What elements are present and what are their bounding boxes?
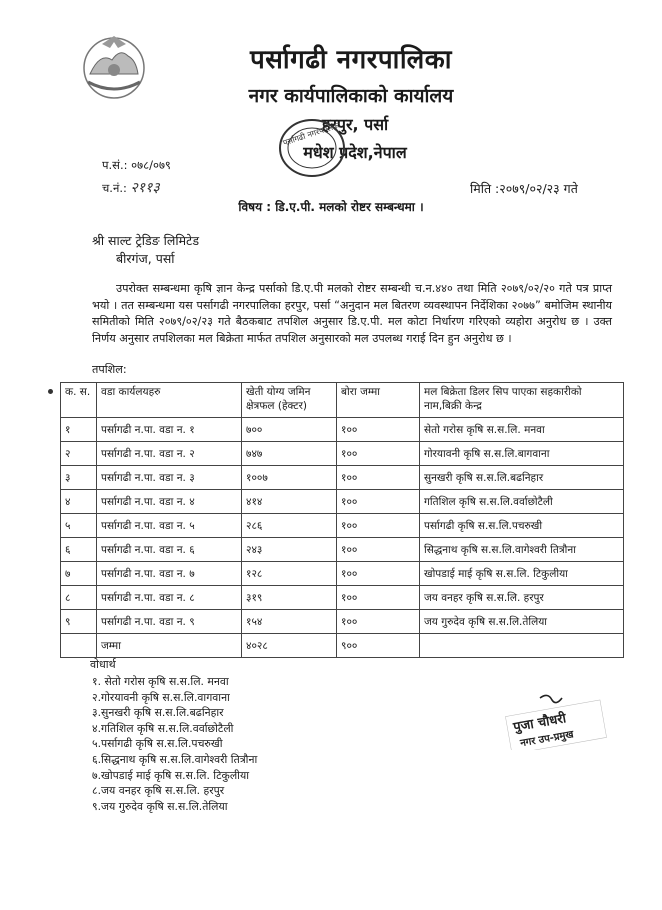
recipient-name: श्री साल्ट ट्रेडिङ लिमिटेड [92, 233, 200, 248]
list-item: ७.खोपडाई माई कृषि स.स.लि. टिकुलीया [92, 768, 250, 782]
cell-area: ७०० [242, 418, 337, 442]
table-row [61, 466, 624, 490]
cell-bags: १०० [337, 490, 420, 514]
signature-title: नगर उप-प्रमुख [519, 729, 575, 750]
letter-date: मिति :२०७९/०२/२३ गते [470, 181, 578, 196]
cell-ward: पर्सागढी न.पा. वडा न. १ [97, 418, 242, 442]
cell-ward: पर्सागढी न.पा. वडा न. २ [97, 442, 242, 466]
tapasil-label: तपशिल: [92, 363, 127, 376]
margin-dot [48, 389, 53, 394]
table-row [61, 490, 624, 514]
cell-ward: पर्सागढी न.पा. वडा न. ५ [97, 514, 242, 538]
cell-sn: ५ [61, 514, 97, 538]
cell-bags: १०० [337, 610, 420, 634]
cell-bags: १०० [337, 586, 420, 610]
cell-ward: पर्सागढी न.पा. वडा न. ८ [97, 586, 242, 610]
cell-sn: ८ [61, 586, 97, 610]
table-row [61, 514, 624, 538]
cell-sn: १ [61, 418, 97, 442]
cell-bags: १०० [337, 466, 420, 490]
cell-sn: २ [61, 442, 97, 466]
cell-sn: ९ [61, 610, 97, 634]
table-row [61, 418, 624, 442]
list-item: ६.सिद्धनाथ कृषि स.स.लि.वागेश्वरी तित्रौना [92, 752, 258, 766]
bodhartha-list [92, 674, 257, 814]
cell-sn: ७ [61, 562, 97, 586]
stamp-text: पर्सागढी नगरपालिका [281, 120, 342, 148]
table-row [61, 538, 624, 562]
cell-dealer: खोपडाई माई कृषि स.स.लि. टिकुलीया [420, 562, 624, 586]
cell-area: २८६ [242, 514, 337, 538]
table-row [61, 562, 624, 586]
office-stamp-icon [268, 112, 378, 182]
patra-sankhya: प.सं.: ०७८/०७९ [102, 158, 171, 172]
cell-dealer: सुनखरी कृषि स.स.लि.बढनिहार [420, 466, 624, 490]
cell-sn: ६ [61, 538, 97, 562]
table-total-row [61, 634, 624, 658]
cell-total-label: जम्मा [97, 634, 242, 658]
signature-name: पुजा चौधरी [512, 711, 568, 736]
office-name: नगर कार्यपालिकाको कार्यालय [248, 85, 454, 107]
cell-total-bags: ९०० [337, 634, 420, 658]
cell-area: १००७ [242, 466, 337, 490]
list-item: १. सेतो गरोस कृषि स.स.लि. मनवा [92, 675, 229, 688]
cell-bags: १०० [337, 538, 420, 562]
chalani-handwritten: २११३ [130, 180, 160, 196]
header-sn: क. स. [61, 383, 97, 418]
recipient-address: बीरगंज, पर्सा [116, 251, 175, 266]
letter-body [92, 281, 612, 347]
letter-subject: विषय : डि.ए.पी. मलको रोष्टर सम्बन्धमा । [238, 200, 424, 214]
cell-dealer: पर्सागढी कृषि स.स.लि.पचरुखी [420, 514, 624, 538]
body-paragraph: उपरोक्त सम्बन्धमा कृषि ज्ञान केन्द्र पर्साको डि.ए.पी मलको रोष्टर सम्बन्धी च.न.४४० तथा मिति २०७९/०२/२० गते पत्र प्राप्त भयो । तत सम्बन्धमा यस पर्सागढी नगरपालिका हरपुर, पर्सा “अनुदान मल बितरण व्यवस्थापन निर्देशिका २०७७” बमोजिम स्थानीय समितीको मिति २०७९/०२/२३ गते बैठकबाट तपशिल अनुसार डि.ए.पी. मल कोटा निर्धारण गरिएको व्यहोरा अनुरोध छ । उक्त निर्णय अनुसार तपशिलका मल बिक्रेता मार्फत तपशिल अनुसारको मल उपलब्ध गराई दिन हुन अनुरोध छ । [92, 282, 612, 345]
cell-ward: पर्सागढी न.पा. वडा न. ३ [97, 466, 242, 490]
cell-dealer: सेतो गरोस कृषि स.स.लि. मनवा [420, 418, 624, 442]
list-item: ४.गतिशिल कृषि स.स.लि.वर्वाछोटैली [92, 721, 234, 735]
chalani-label: च.नं.: [102, 181, 127, 195]
cell-ward: पर्सागढी न.पा. वडा न. ७ [97, 562, 242, 586]
cell-total-area: ४०२८ [242, 634, 337, 658]
list-item: ९.जय गुरुदेव कृषि स.स.लि.तेलिया [92, 799, 228, 813]
cell-sn-empty [61, 634, 97, 658]
cell-area: ३१९ [242, 586, 337, 610]
office-province: मधेश प्रदेश,नेपाल [303, 143, 407, 162]
cell-dealer: गोरयावनी कृषि स.स.लि.बागवाना [420, 442, 624, 466]
cell-ward: पर्सागढी न.पा. वडा न. ६ [97, 538, 242, 562]
cell-area: ७४७ [242, 442, 337, 466]
cell-sn: ४ [61, 490, 97, 514]
list-item: २.गोरयावनी कृषि स.स.लि.वागवाना [92, 690, 230, 704]
cell-bags: १०० [337, 418, 420, 442]
cell-bags: १०० [337, 442, 420, 466]
bodhartha-label: वोधार्थ [90, 658, 116, 671]
list-item: ३.सुनखरी कृषि स.स.लि.बढनिहार [92, 706, 224, 720]
cell-dealer: जय गुरुदेव कृषि स.स.लि.तेलिया [420, 610, 624, 634]
cell-area: १५४ [242, 610, 337, 634]
cell-dealer: जय वनहर कृषि स.स.लि. हरपुर [420, 586, 624, 610]
header-bags: बोरा जम्मा [337, 383, 420, 418]
header-area: खेती योग्य जमिन क्षेत्रफल (हेक्टर) [242, 383, 337, 418]
table-row [61, 442, 624, 466]
header-ward-office: वडा कार्यलयहरु [97, 383, 242, 418]
cell-dealer: गतिशिल कृषि स.स.लि.वर्वाछोटैली [420, 490, 624, 514]
cell-ward: पर्सागढी न.पा. वडा न. ९ [97, 610, 242, 634]
list-item: ८.जय वनहर कृषि स.स.लि. हरपुर [92, 784, 225, 798]
municipality-name: पर्सागढी नगरपालिका [250, 45, 452, 75]
list-item: ५.पर्सागढी कृषि स.स.लि.पचरुखी [92, 737, 223, 751]
cell-bags: १०० [337, 562, 420, 586]
header-dealer: मल बिक्रेता डिलर सिप पाएका सहकारीको नाम,बिक्री केन्द्र [420, 383, 624, 418]
cell-sn: ३ [61, 466, 97, 490]
cell-area: १२८ [242, 562, 337, 586]
office-location: हरपुर, पर्सा [321, 115, 389, 134]
roster-table [60, 382, 624, 658]
cell-ward: पर्सागढी न.पा. वडा न. ४ [97, 490, 242, 514]
cell-area: ४१४ [242, 490, 337, 514]
table-row [61, 586, 624, 610]
cell-bags: १०० [337, 514, 420, 538]
cell-dealer: सिद्धनाथ कृषि स.स.लि.वागेश्वरी तित्रौना [420, 538, 624, 562]
table-row [61, 610, 624, 634]
cell-area: २४३ [242, 538, 337, 562]
cell-dealer-empty [420, 634, 624, 658]
table-header-row [61, 383, 624, 418]
chalani-number [102, 178, 160, 197]
signature-stamp-icon [500, 690, 610, 750]
